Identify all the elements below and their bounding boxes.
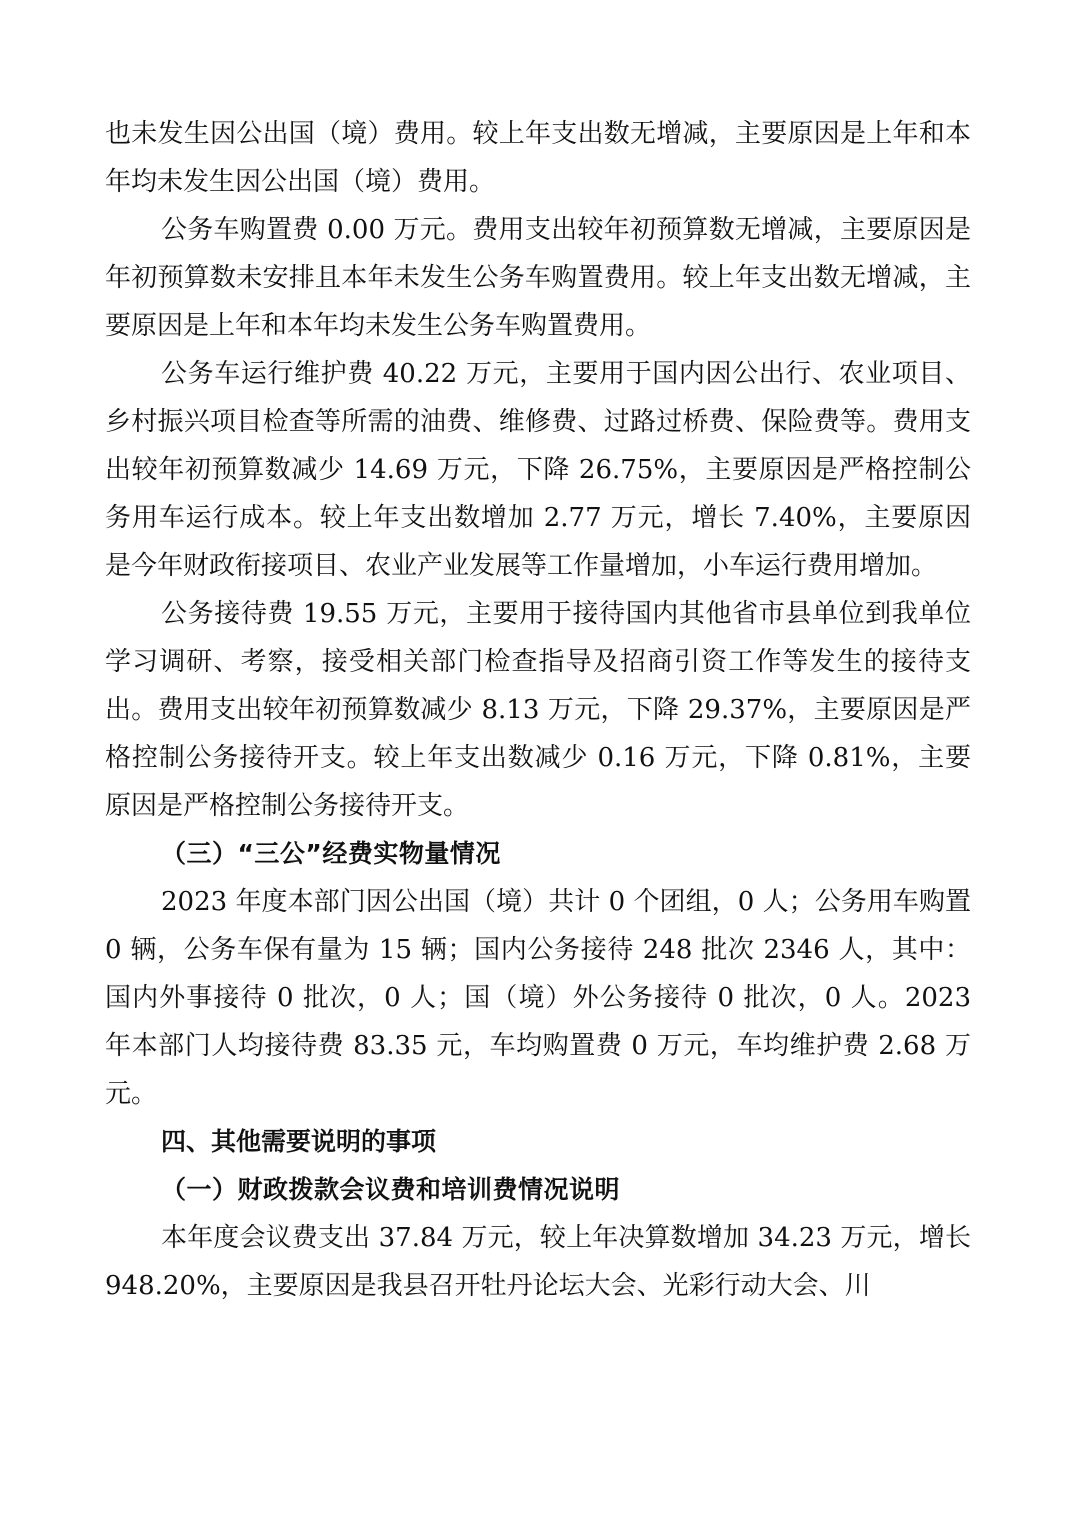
paragraph-meeting-expense: 本年度会议费支出 37.84 万元，较上年决算数增加 34.23 万元，增长 948.20%，主要原因是我县召开牡丹论坛大会、光彩行动大会、川 [105, 1223, 971, 1301]
heading-other-matters: 四、其他需要说明的事项 [161, 1127, 437, 1156]
paragraph-vehicle-purchase: 公务车购置费 0.00 万元。费用支出较年初预算数无增减，主要原因是年初预算数未安排且本年未发生公务车购置费用。较上年支出数无增减，主要原因是上年和本年均未发生公务车购置费用。 [105, 215, 971, 341]
paragraph-quantity-details: 2023 年度本部门因公出国（境）共计 0 个团组，0 人；公务用车购置 0 辆，公务车保有量为 15 辆；国内公务接待 248 批次 2346 人，其中：国内外事接待 0 批次，0 人；国（境）外公务接待 0 批次，0 人。2023 年本部门人均接待费 83.35 元，车均购置费 0 万元，车均维护费 2.68 万元。 [105, 887, 971, 1109]
document-page [105, 110, 971, 1310]
paragraph-vehicle-maintenance: 公务车运行维护费 40.22 万元，主要用于国内因公出行、农业项目、乡村振兴项目检查等所需的油费、维修费、过路过桥费、保险费等。费用支出较年初预算数减少 14.69 万元，下降 26.75%，主要原因是严格控制公务用车运行成本。较上年支出数增加 2.77 万元，增长 7.40%，主要原因是今年财政衔接项目、农业产业发展等工作量增加，小车运行费用增加。 [105, 359, 971, 581]
heading-three-public-quantity: （三）“三公”经费实物量情况 [161, 839, 501, 868]
paragraph-overseas-travel-cont: 也未发生因公出国（境）费用。较上年支出数无增减，主要原因是上年和本年均未发生因公出国（境）费用。 [105, 119, 971, 197]
paragraph-official-reception: 公务接待费 19.55 万元，主要用于接待国内其他省市县单位到我单位学习调研、考察，接受相关部门检查指导及招商引资工作等发生的接待支出。费用支出较年初预算数减少 8.13 万元，下降 29.37%，主要原因是严格控制公务接待开支。较上年支出数减少 0.16 万元，下降 0.81%，主要原因是严格控制公务接待开支。 [105, 599, 971, 821]
heading-meeting-training: （一）财政拨款会议费和培训费情况说明 [161, 1175, 621, 1204]
